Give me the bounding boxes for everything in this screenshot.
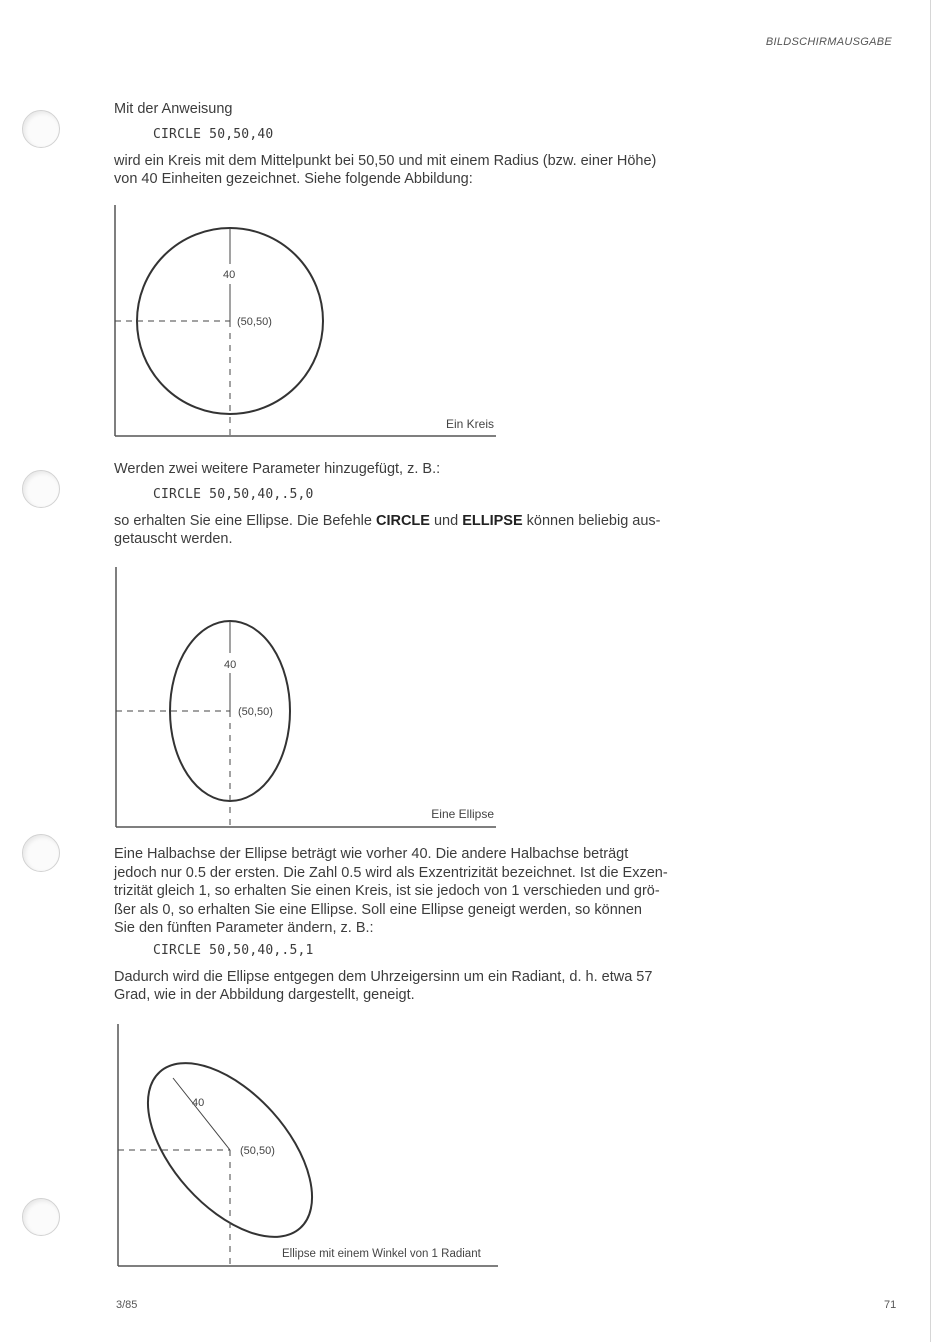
- body-text: Grad, wie in der Abbildung dargestellt, geneigt.: [114, 987, 415, 1003]
- punch-hole: [22, 1198, 60, 1236]
- punch-hole: [22, 834, 60, 872]
- keyword-circle: CIRCLE: [375, 513, 430, 529]
- ellipse-figure: [110, 563, 500, 833]
- figure-caption: Ein Kreis: [445, 417, 494, 431]
- code-example-ellipse: CIRCLE 50,50,40,.5,0: [153, 487, 314, 502]
- center-label: (50,50): [237, 316, 272, 328]
- body-text: Dadurch wird die Ellipse entgegen dem Uhrzeigersinn um ein Radiant, d. h. etwa 57: [114, 969, 653, 985]
- radius-label: 40: [192, 1097, 205, 1109]
- keyword-ellipse: ELLIPSE: [462, 513, 523, 529]
- body-text: Eine Halbachse der Ellipse beträgt wie vorher 40. Die andere Halbachse beträgt: [114, 846, 629, 862]
- code-example-tilted-ellipse: CIRCLE 50,50,40,.5,1: [153, 943, 314, 958]
- figure-caption: Ellipse mit einem Winkel von 1 Radiant: [282, 1248, 481, 1260]
- body-text: Sie den fünften Parameter ändern, z. B.:: [114, 920, 374, 936]
- edition-mark: 3/85: [116, 1299, 138, 1311]
- body-text: [114, 512, 684, 531]
- radius-label: 40: [224, 659, 237, 671]
- punch-hole: [22, 110, 60, 148]
- body-text: trizität gleich 1, so erhalten Sie einen Kreis, ist sie jedoch von 1 verschieden und grö-: [114, 883, 660, 899]
- explanation-paragraph: [114, 845, 684, 938]
- page-edge: [930, 0, 931, 1342]
- body-text: getauscht werden.: [114, 531, 233, 547]
- figure-caption: Eine Ellipse: [431, 807, 494, 821]
- radius-label: 40: [223, 269, 236, 281]
- center-label: (50,50): [240, 1145, 275, 1157]
- text-fragment: und: [429, 513, 463, 529]
- running-head: BILDSCHIRMAUSGABE: [765, 36, 892, 48]
- code-example-circle: CIRCLE 50,50,40: [153, 127, 274, 142]
- body-text: von 40 Einheiten gezeichnet. Siehe folgende Abbildung:: [114, 171, 473, 187]
- intro-text: Mit der Anweisung: [114, 101, 233, 117]
- text-fragment: können beliebig aus-: [522, 513, 661, 529]
- tilted-ellipse-figure: [110, 1020, 510, 1270]
- body-text: ßer als 0, so erhalten Sie eine Ellipse. Soll eine Ellipse geneigt werden, so können: [114, 901, 642, 918]
- text-fragment: so erhalten Sie eine Ellipse. Die Befehle: [114, 513, 376, 529]
- punch-hole: [22, 470, 60, 508]
- body-text: wird ein Kreis mit dem Mittelpunkt bei 50,50 und mit einem Radius (bzw. einer Höhe): [114, 153, 657, 169]
- center-label: (50,50): [238, 706, 273, 718]
- body-text: jedoch nur 0.5 der ersten. Die Zahl 0.5 wird als Exzentrizität bezeichnet. Ist die Exzen-: [114, 864, 668, 881]
- intro-text: Werden zwei weitere Parameter hinzugefügt, z. B.:: [114, 461, 441, 477]
- circle-figure: [110, 200, 500, 440]
- page-number: 71: [884, 1299, 897, 1311]
- radius-line: [173, 1078, 230, 1150]
